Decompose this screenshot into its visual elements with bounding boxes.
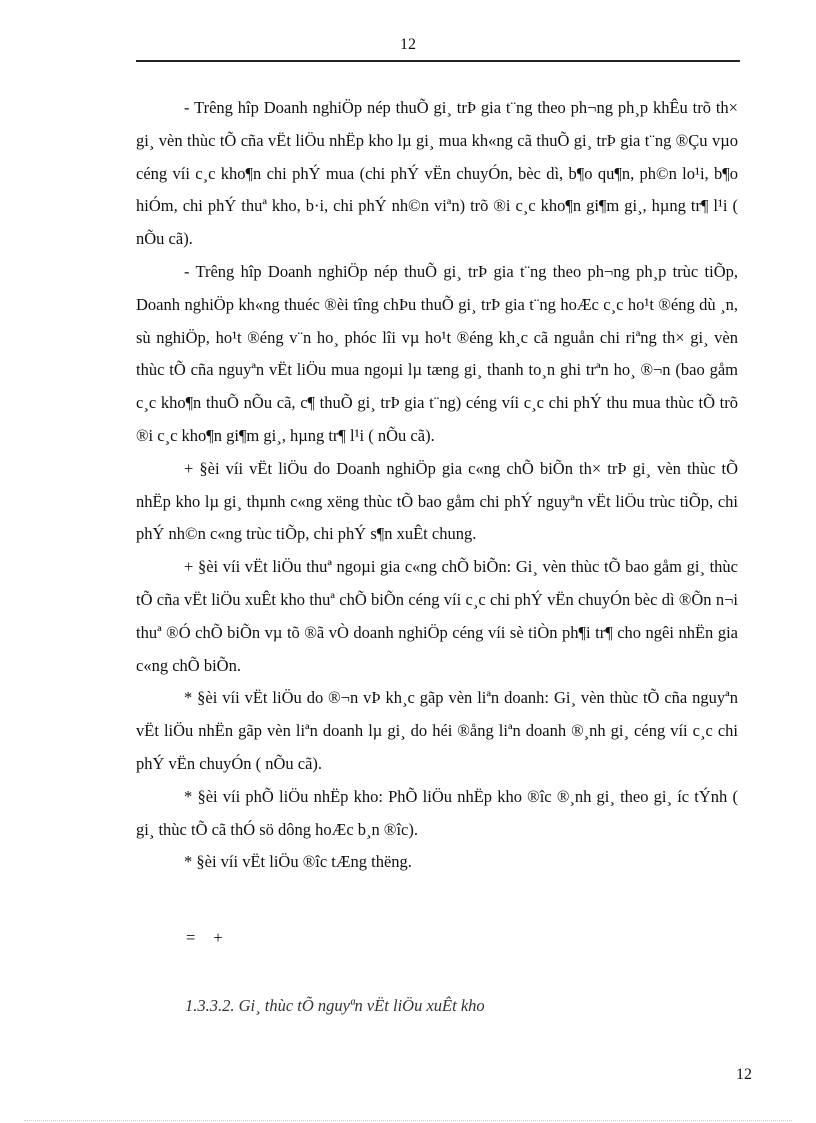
paragraph: * §èi víi vËt liÖu do ®¬n vÞ kh¸c gãp vèn liªn doanh: Gi¸ vèn thùc tÕ cña nguyªn vËt liÖu nhËn gãp vèn liªn doanh lµ gi¸ do héi ®ång liªn doanh ®¸nh gi¸ céng víi c¸c chi phÝ vËn chuyÓn ( nÕu cã). <box>136 688 738 773</box>
paragraph: + §èi víi vËt liÖu thuª ngoµi gia c«ng chÕ biÕn: Gi¸ vèn thùc tÕ bao gåm gi¸ thùc tÕ cña vËt liÖu xuÊt kho thuª chÕ biÕn céng víi c¸c chi phÝ vËn chuyÓn bèc dì ®Õn n¬i thuª ®Ó chÕ biÕn vµ tõ ®ã vÒ doanh nghiÖp céng víi sè tiÒn ph¶i tr¶ cho ngêi nhËn gia c«ng chÕ biÕn. <box>136 557 738 675</box>
formula: = + <box>186 928 223 947</box>
body-text <box>136 92 738 879</box>
paragraph: + §èi víi vËt liÖu do Doanh nghiÖp gia c«ng chÕ biÕn th× trÞ gi¸ vèn thùc tÕ nhËp kho lµ gi¸ thµnh c«ng xëng thùc tÕ bao gåm chi phÝ nguyªn vËt liÖu trùc tiÕp, chi phÝ nh©n c«ng trùc tiÕp, chi phÝ s¶n xuÊt chung. <box>136 458 738 544</box>
page-bottom-border <box>24 1120 792 1121</box>
header-rule <box>136 60 740 62</box>
paragraph: - Trêng hîp Doanh nghiÖp nép thuÕ gi¸ trÞ gia t¨ng theo ph¬ng ph¸p trùc tiÕp, Doanh nghiÖp kh«ng thuéc ®èi tîng chÞu thuÕ gi¸ trÞ gia t¨ng hoÆc c¸c ho¹t ®éng dù ¸n, sù nghiÖp, ho¹t ®éng v¨n ho¸ phóc lîi vµ ho¹t ®éng kh¸c cã nguån chi riªng th× gi¸ vèn thùc tÕ cña nguyªn vËt liÖu mua ngoµi lµ tæng gi¸ thanh to¸n ghi trªn ho¸ ®¬n (bao gåm c¸c kho¶n thuÕ nÕu cã, c¶ thuÕ gi¸ trÞ gia t¨ng) céng víi c¸c chi phÝ thu mua thùc tÕ trõ ®i c¸c kho¶n gi¶m gi¸, hµng tr¶ l¹i ( nÕu cã). <box>136 261 738 445</box>
paragraph: * §èi víi phÕ liÖu nhËp kho: PhÕ liÖu nhËp kho ®îc ®¸nh gi¸ theo gi¸ íc tÝnh ( gi¸ thùc tÕ cã thÓ sö dông hoÆc b¸n ®îc). <box>136 786 738 839</box>
header-page-number: 12 <box>400 36 416 53</box>
footer-page-number: 12 <box>736 1066 752 1083</box>
section-heading: 1.3.3.2. Gi¸ thùc tÕ nguyªn vËt liÖu xuÊt kho <box>185 996 485 1015</box>
paragraph: * §èi víi vËt liÖu ®îc tÆng thëng. <box>184 852 412 872</box>
paragraph: - Trêng hîp Doanh nghiÖp nép thuÕ gi¸ trÞ gia t¨ng theo ph¬ng ph¸p khÊu trõ th× gi¸ vèn thùc tÕ cña vËt liÖu nhËp kho lµ gi¸ mua kh«ng cã thuÕ gi¸ trÞ gia t¨ng ®Çu vµo céng víi c¸c kho¶n chi phÝ mua (chi phÝ vËn chuyÓn, bèc dì, b¶o qu¶n, ph©n lo¹i, b¶o hiÓm, chi phÝ thuª kho, b·i, chi phÝ nh©n viªn) trõ ®i c¸c kho¶n gi¶m gi¸, hµng tr¶ l¹i ( nÕu cã). <box>136 98 738 249</box>
